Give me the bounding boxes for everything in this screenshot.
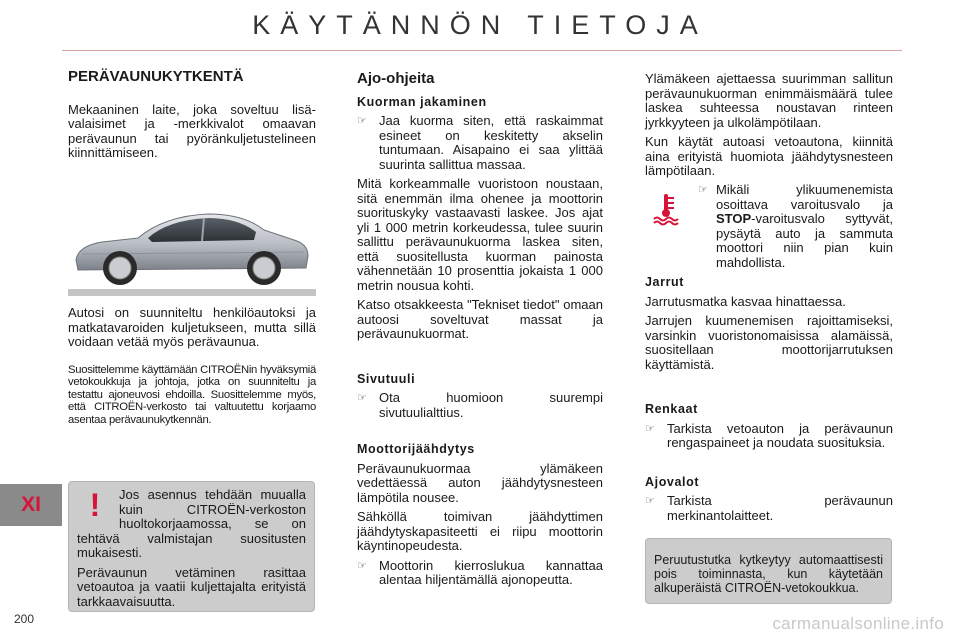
- warning-box: [68, 481, 315, 612]
- specs-reference-text: Katso otsakkeesta "Tekniset tiedot" omaan autoosi soveltuvat massat ja perävaunukuormat.: [357, 297, 603, 341]
- warning-text-2: Perävaunun vetäminen rasittaa vetoautoa ja vaatii kuljettajalta erityistä tarkkaavaisuutta.: [77, 564, 306, 609]
- info-box: Peruutustutka kytkeytyy automaattisesti pois toiminnasta, kun käytetään alkuperäistä CITROËN-vetokoukkua.: [645, 538, 892, 604]
- towing-capability-text: Autosi on suunniteltu henkilöautoksi ja matkatavaroiden kuljetukseen, mutta sillä voidaan vetää myös perävaunua.: [68, 305, 316, 349]
- page-number: 200: [14, 612, 35, 626]
- left-column-lower: [68, 306, 316, 431]
- recommendation-note: Suosittelemme käyttämään CITROËNin hyväksymiä vetokoukkuja ja johtoja, jotka on suunniteltu ja testattu ajoneuvosi ehdoilla. Suosittelemme myös, että CITROËN-verkosto tai valtuutettu korjaamo asentaa perävaunukytkennän.: [68, 363, 316, 426]
- coolant-attention-text: Kun käytät autoasi vetoautona, kiinnitä aina erityistä huomiota jäähdytysnesteen lämpötilaan.: [645, 134, 893, 178]
- list-item: ☞ Mikäli ylikuumenemista osoittava varoitusvalo ja STOP-varoitusvalo syttyvät, pysäytä auto ja sammuta moottori niin pian kuin mahdollista.: [698, 182, 893, 270]
- pointing-hand-icon: ☞: [357, 115, 367, 127]
- cooling-text-1: Perävaunukuormaa ylämäkeen vedettäessä auton jäähdytysnesteen lämpötila nousee.: [357, 460, 603, 505]
- car-illustration: [68, 200, 316, 292]
- page-title: KÄYTÄNNÖN TIETOJA: [252, 10, 708, 40]
- pointing-hand-icon: ☞: [357, 392, 367, 404]
- brakes-text-1: Jarrutusmatka kasvaa hinattaessa.: [645, 293, 846, 309]
- altitude-text: Mitä korkeammalle vuoristoon noustaan, sitä enemmän ilma ohenee ja moottorin suorituskyky vastaavasti laskee. Jos ajat yli 1 000 metrin korkeudessa, tulee suurin sallittu perävaunukuorma laskea siten, että suositellusta kuorman painosta vähennetään 10 prosenttia jokaista 1 000 metrin nousua kohti.: [357, 176, 603, 293]
- list-item: ☞ Tarkista vetoauton ja perävaunun rengaspaineet ja noudata suosituksia.: [645, 420, 893, 450]
- towbar-intro: Mekaaninen laite, joka soveltuu lisä-valaisimet ja -merkkivalot omaavan perävaunun tai pyöränkuljetustelineen kiinnittämiseen.: [68, 101, 316, 160]
- brakes-text-2: Jarrujen kuumenemisen rajoittamiseksi, varsinkin vuoristonomaisissa alamäissä, suositellaan moottorijarrutuksen käyttämistä.: [645, 313, 893, 372]
- uphill-text: Ylämäkeen ajettaessa suurimman sallitun perävaunukuorman enimmäismäärä tulee laskea suhteessa noustavan rinteen jyrkkyyteen ja ulkolämpötilaan.: [645, 71, 893, 130]
- right-column-lower: [645, 275, 893, 528]
- list-item: ☞ Ota huomioon suurempi sivutuulialttius.: [357, 390, 603, 420]
- load-distribution-title: Kuorman jakaminen: [357, 94, 487, 109]
- illustration-baseline: [68, 289, 316, 296]
- pointing-hand-icon: ☞: [357, 559, 367, 572]
- pointing-hand-icon: ☞: [698, 184, 708, 196]
- list-item: ☞ Jaa kuorma siten, että raskaimmat esineet on keskitetty akselin tuntumaan. Aisapaino ei saa ylittää suurinta sallittua massaa.: [357, 113, 603, 172]
- engine-cooling-title: Moottorijäähdytys: [357, 442, 475, 456]
- exclamation-icon: !: [89, 487, 101, 523]
- driving-advice-heading: Ajo-ohjeita: [357, 70, 435, 87]
- coolant-temperature-icon: [648, 190, 684, 226]
- stop-word: STOP: [716, 211, 752, 226]
- crosswind-title: Sivutuuli: [357, 371, 416, 386]
- list-item: ☞ Tarkista perävaunun merkinantolaitteet.: [645, 493, 893, 523]
- car-side-icon: [68, 200, 316, 292]
- left-column: [68, 70, 316, 166]
- right-column: [645, 72, 893, 184]
- lights-title: Ajovalot: [645, 474, 700, 489]
- brakes-title: Jarrut: [645, 275, 685, 289]
- title-divider: [62, 50, 902, 51]
- section-tab: XI: [0, 484, 62, 526]
- watermark: carmanualsonline.info: [772, 614, 944, 633]
- pointing-hand-icon: ☞: [645, 422, 655, 435]
- towbar-heading: PERÄVAUNUKYTKENTÄ: [68, 68, 244, 85]
- list-item: ☞ Moottorin kierroslukua kannattaa alentaa hiljentämällä ajonopeutta.: [357, 557, 603, 587]
- middle-column: [357, 72, 603, 593]
- overheating-instruction: [698, 183, 893, 275]
- cooling-text-2: Sähköllä toimivan jäähdyttimen jäähdytyskapasiteetti ei riipu moottorin käyntinopeudesta.: [357, 509, 603, 553]
- tyres-title: Renkaat: [645, 402, 698, 416]
- warning-text-1: Jos asennus tehdään muualla kuin CITROËN-verkoston huoltokorjaamossa, se on tehtävä valmistajan suositusten mukaisesti.: [77, 487, 306, 560]
- pointing-hand-icon: ☞: [645, 495, 655, 507]
